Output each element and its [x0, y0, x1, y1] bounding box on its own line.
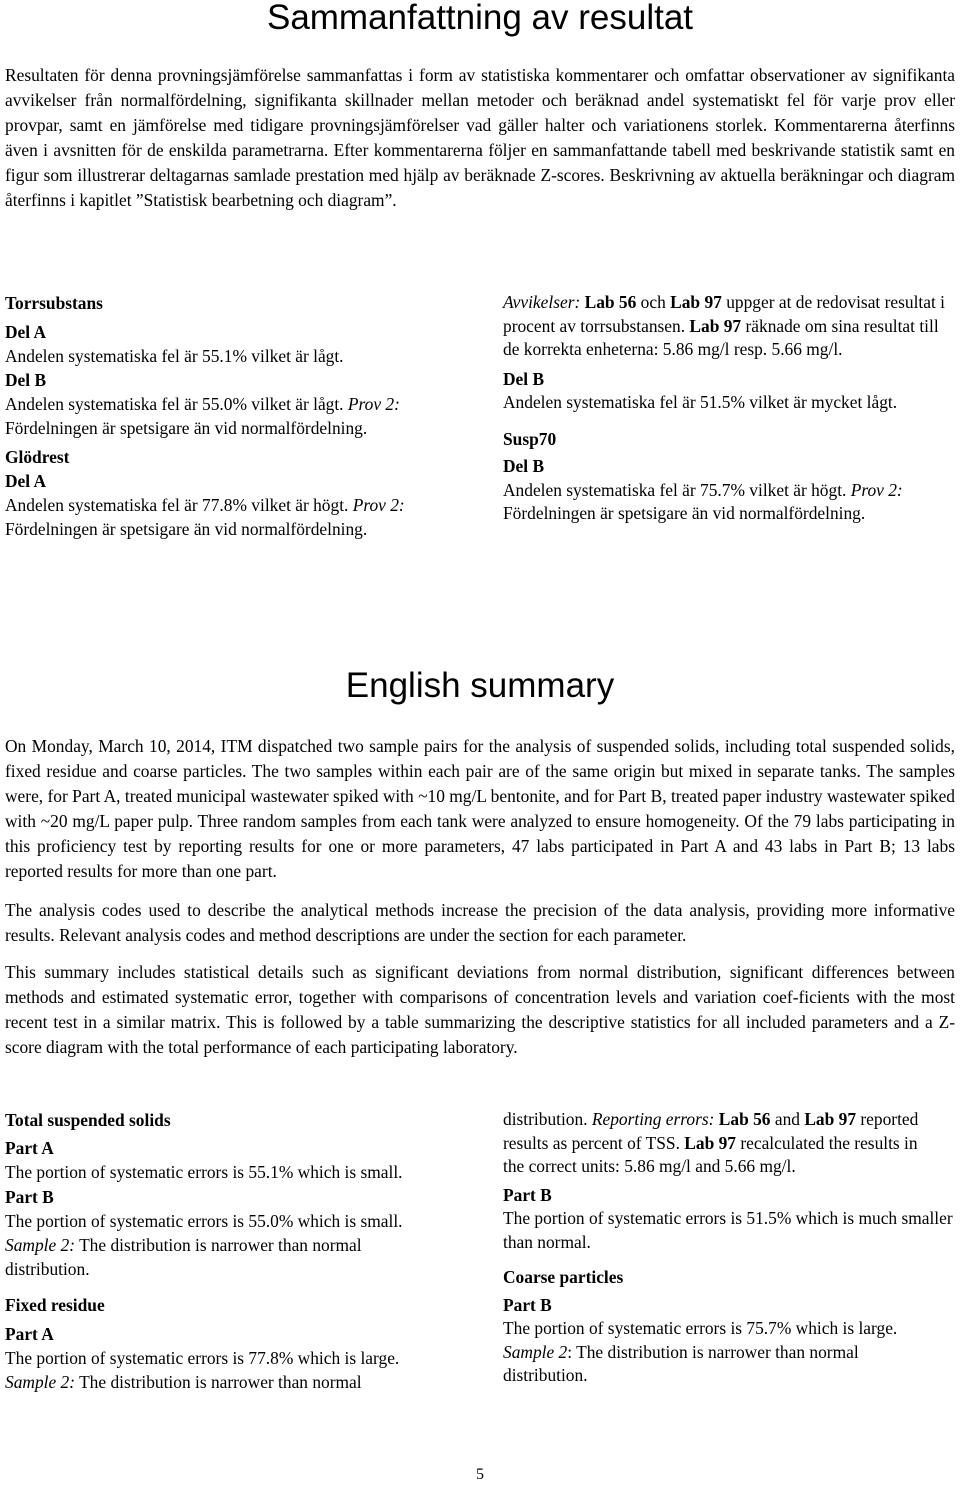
- fixed-residue-sample2: [5, 1370, 465, 1394]
- avvikelser-lab97-second: Lab 97: [689, 315, 742, 336]
- reporting-errors-lab56: Lab 56: [718, 1109, 771, 1129]
- swedish-intro-part-2: Efter kommentarerna följer en sammanfattande tabell med beskrivande statistik samt en figur som illustrerar deltagarnas samlade prestation med hjälp av beräknade Z-scores. Beskrivning av aktuella beräkningar och diagram återfinns i kapitlet ”Statistisk bearbetning och diagram”.: [5, 140, 955, 211]
- glodrest-del-a: Del A: [5, 471, 47, 491]
- tss-part-a-text: The portion of systematic errors is 55.1% which is small.: [5, 1162, 403, 1183]
- english-left-column: [5, 1108, 465, 1394]
- fixed-residue-sample2-text: The distribution is narrower than normal: [75, 1372, 362, 1393]
- reporting-errors-lab97-second: Lab 97: [684, 1132, 737, 1153]
- english-paragraph-1: On Monday, March 10, 2014, ITM dispatched two sample pairs for the analysis of suspended solids, including total suspended solids, fixed residue and coarse particles. The two samples within each pair are of the same origin but mixed in separate tanks. The samples were, for Part A, treated municipal wastewater spiked with ~10 mg/L bentonite, and for Part B, treated paper industry wastewater spiked with ~20 mg/L paper pulp. Three random samples from each tank were analyzed to ensure homogeneity. Of the 79 labs participating in this proficiency test by reporting results for one or more parameters, 47 labs participated in Part A and 43 labs in Part B; 13 labs reported results for more than one part.: [5, 736, 955, 882]
- swedish-intro-part-1: Resultaten för denna provningsjämförelse sammanfattas i form av statistiska kommentarer och omfattar observationer av signifikanta avvikelser från normalfördelning, signifikanta skillnader mellan metoder och beräknad andel systematiskt fel för varje prov eller provpar, samt en jämförelse med tidigare provningsjämförelser vad gäller halter och variationens storlek. Kommentarerna återfinns även i avsnitten för de enskilda parametrarna.: [5, 65, 955, 161]
- susp70-del-b: Del B: [503, 456, 545, 476]
- avvikelser-del-b-text: Andelen systematiska fel är 51.5% vilket är mycket lågt.: [503, 392, 898, 412]
- tss-sample2-text: The distribution is narrower than normal distribution.: [5, 1235, 362, 1280]
- fixed-residue-sample2-label: Sample 2:: [5, 1372, 76, 1393]
- glodrest-del-a-sentence: Andelen systematiska fel är 77.8% vilket är högt.: [5, 495, 349, 515]
- right-part-b-text: The portion of systematic errors is 51.5% which is much smaller than normal.: [503, 1208, 953, 1252]
- tss-part-b-text: The portion of systematic errors is 55.0% which is small.: [5, 1210, 403, 1231]
- fixed-residue-heading: Fixed residue: [5, 1295, 105, 1316]
- fixed-residue-part-a-text: The portion of systematic errors is 77.8% which is large.: [5, 1347, 400, 1368]
- coarse-particles-heading: Coarse particles: [503, 1267, 624, 1287]
- torrsubstans-heading: Torrsubstans: [5, 293, 103, 313]
- swedish-left-column: [5, 291, 465, 541]
- avvikelser-text-1: uppger at de redovisat resultat i procent av torrsubstansen.: [503, 292, 945, 336]
- torrsubstans-del-b-text: [5, 392, 465, 440]
- susp70-del-b-text: [503, 479, 955, 526]
- english-right-column: [503, 1108, 955, 1388]
- susp70-heading: Susp70: [503, 428, 557, 449]
- torrsubstans-del-b: Del B: [5, 370, 47, 390]
- swedish-title: Sammanfattning av resultat: [266, 0, 694, 37]
- reporting-errors-continuation: distribution.: [503, 1109, 592, 1129]
- swedish-right-column: [503, 291, 955, 526]
- avvikelser-del-b: Del B: [503, 368, 545, 389]
- tss-part-a: Part A: [5, 1138, 54, 1159]
- fixed-residue-part-a: Part A: [5, 1323, 54, 1344]
- avvikelser-lab56: Lab 56: [584, 292, 637, 312]
- coarse-particles-sample2-label: Sample 2: [503, 1341, 568, 1362]
- swedish-intro: [5, 63, 955, 214]
- reporting-errors-text-1: reported results as percent of TSS.: [503, 1109, 919, 1153]
- reporting-errors-text-2: recalculated the results in the correct units: 5.86 mg/l and 5.66 mg/l.: [503, 1132, 918, 1176]
- tss-sample2-label: Sample 2:: [5, 1235, 76, 1256]
- glodrest-prov2-label: Prov 2:: [352, 495, 405, 515]
- avvikelser-text-2: räknade om sina resultat till de korrekta enheterna: 5.86 mg/l resp. 5.66 mg/l.: [503, 315, 939, 359]
- susp70-prov2-text: Fördelningen är spetsigare än vid normalfördelning.: [503, 503, 866, 523]
- torrsubstans-prov2-text: Fördelningen är spetsigare än vid normalfördelning.: [5, 418, 368, 438]
- avvikelser-label: Avvikelser:: [503, 292, 581, 312]
- torrsubstans-del-b-sentence: Andelen systematiska fel är 55.0% vilket är lågt.: [5, 394, 344, 414]
- susp70-prov2-label: Prov 2:: [850, 479, 903, 500]
- right-part-b: Part B: [503, 1184, 552, 1205]
- torrsubstans-del-a: Del A: [5, 322, 47, 342]
- tss-sample2: [5, 1233, 435, 1281]
- english-paragraph-3: This summary includes statistical details such as significant deviations from normal distribution, significant differences between methods and estimated systematic error, together with comparisons of concentration levels and variation coef-ficients with the most recent test in a similar matrix. This is followed by a table summarizing the descriptive statistics for all included parameters and a Z-score diagram with the total performance of each participating laboratory.: [5, 962, 955, 1058]
- page-number: 5: [476, 1466, 484, 1483]
- reporting-errors-paragraph: [503, 1108, 943, 1179]
- glodrest-prov2-text: Fördelningen är spetsigare än vid normalfördelning.: [5, 519, 368, 539]
- torrsubstans-del-a-text: Andelen systematiska fel är 55.1% vilket är lågt.: [5, 346, 344, 366]
- avvikelser-och: och: [636, 292, 671, 312]
- reporting-errors-and: and: [770, 1109, 805, 1129]
- coarse-particles-sample2: [503, 1341, 933, 1388]
- avvikelser-paragraph: [503, 291, 955, 362]
- avvikelser-lab97: Lab 97: [670, 292, 722, 312]
- coarse-particles-part-b: Part B: [503, 1294, 552, 1315]
- susp70-del-b-sentence: Andelen systematiska fel är 75.7% vilket är högt.: [503, 479, 847, 500]
- reporting-errors-label: Reporting errors:: [591, 1109, 715, 1129]
- coarse-particles-part-b-text: The portion of systematic errors is 75.7% which is large.: [503, 1318, 898, 1338]
- tss-heading: Total suspended solids: [5, 1110, 171, 1130]
- glodrest-del-a-text: [5, 493, 465, 541]
- reporting-errors-lab97: Lab 97: [804, 1109, 857, 1129]
- glodrest-heading: Glödrest: [5, 447, 70, 467]
- coarse-particles-sample2-text: : The distribution is narrower than normal distribution.: [503, 1341, 859, 1385]
- torrsubstans-prov2-label: Prov 2:: [347, 394, 400, 414]
- english-paragraph-2: The analysis codes used to describe the analytical methods increase the precision of the data analysis, providing more informative results. Relevant analysis codes and method descriptions are under the section for each parameter.: [5, 900, 955, 946]
- english-title: English summary: [345, 666, 615, 705]
- tss-part-b: Part B: [5, 1186, 54, 1207]
